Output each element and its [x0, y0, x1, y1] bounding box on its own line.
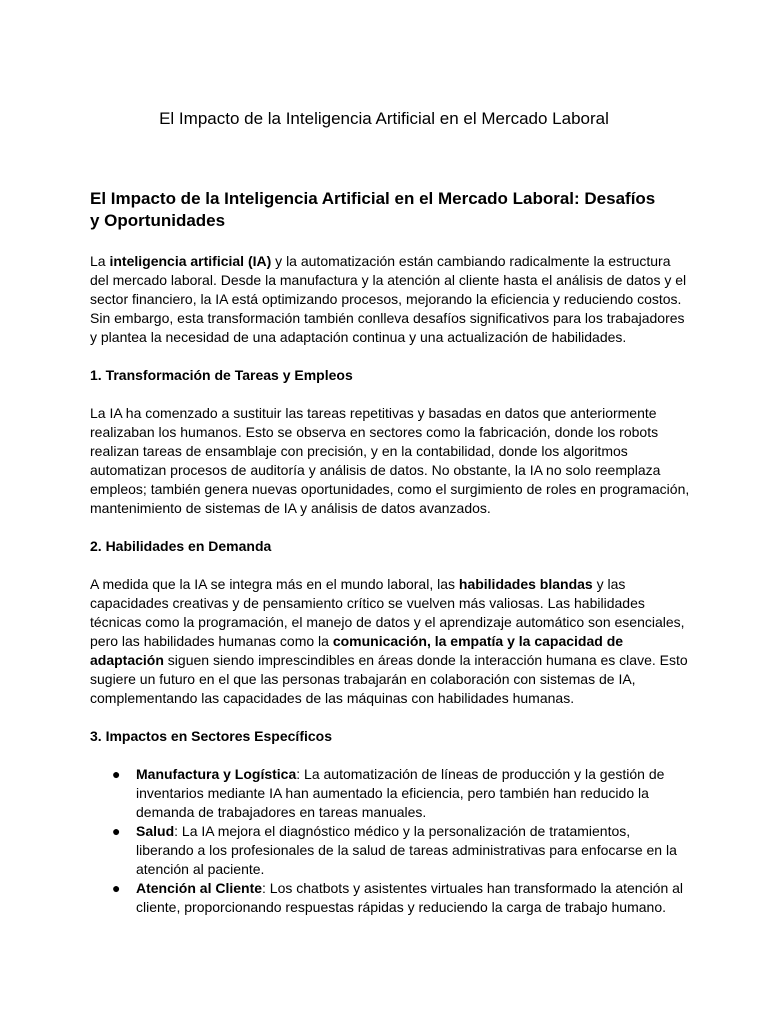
section2-bold-human-skills: comunicación, la empatía y la capacidad de adaptación — [90, 633, 624, 668]
list-item-term: Salud — [136, 823, 175, 839]
list-item-text: : La automatización de líneas de producción y la gestión de inventarios mediante IA han aumentado la eficiencia, pero también han reducido la demanda de trabajadores en tareas manuales. — [136, 766, 665, 820]
list-item — [90, 765, 690, 822]
list-item — [90, 879, 690, 917]
intro-text-1: La — [90, 253, 110, 269]
list-item-term: Atención al Cliente — [136, 880, 263, 896]
sector-list — [90, 765, 690, 917]
bullet-icon: ● — [112, 766, 121, 782]
section2-text-1: A medida que la IA se integra más en el mundo laboral, las — [90, 576, 459, 592]
section2-text-3: siguen siendo imprescindibles en áreas donde la interacción humana es clave. Esto sugiere un futuro en el que las personas trabajarán en colaboración con sistemas de IA, complementando las capacidades de las máquinas con habilidades humanas. — [90, 652, 688, 706]
section1-heading: 1. Transformación de Tareas y Empleos — [90, 367, 353, 383]
section2-heading: 2. Habilidades en Demanda — [90, 538, 272, 554]
intro-paragraph — [90, 252, 690, 347]
document-body — [90, 188, 690, 917]
document-title: El Impacto de la Inteligencia Artificial en el Mercado Laboral — [159, 109, 609, 128]
section3-heading: 3. Impactos en Sectores Específicos — [90, 728, 332, 744]
section2-text-2: y las capacidades creativas y de pensamiento crítico se vuelven más valiosas. Las habilidades técnicas como la programación, el manejo de datos y el aprendizaje automático son esenciales, pero las habilidades humanas como la — [90, 576, 685, 649]
bullet-icon: ● — [112, 880, 121, 896]
section1-paragraph: La IA ha comenzado a sustituir las tareas repetitivas y basadas en datos que anteriormente realizaban los humanos. Esto se observa en sectores como la fabricación, donde los robots realizan tareas de ensamblaje con precisión, y en la contabilidad, donde los algoritmos automatizan procesos de auditoría y análisis de datos. No obstante, la IA no solo reemplaza empleos; también genera nuevas oportunidades, como el surgimiento de roles en programación, mantenimiento de sistemas de IA y análisis de datos avanzados. — [90, 405, 690, 516]
list-item-text: : La IA mejora el diagnóstico médico y la personalización de tratamientos, liberando a los profesionales de la salud de tareas administrativas para enfocarse en la atención al paciente. — [136, 823, 677, 877]
section2-paragraph — [90, 575, 690, 708]
main-heading: El Impacto de la Inteligencia Artificial en el Mercado Laboral: Desafíos y Oportunidades — [90, 189, 656, 230]
bullet-icon: ● — [112, 823, 121, 839]
intro-bold-ia: inteligencia artificial (IA) — [109, 253, 272, 269]
list-item-term: Manufactura y Logística — [136, 766, 297, 782]
section2-bold-soft-skills: habilidades blandas — [458, 576, 593, 592]
intro-text-2: y la automatización están cambiando radicalmente la estructura del mercado laboral. Desde la manufactura y la atención al cliente hasta el análisis de datos y el sector financiero, la IA está optimizando procesos, mejorando la eficiencia y reduciendo costos. Sin embargo, esta transformación también conlleva desafíos significativos para los trabajadores y plantea la necesidad de una adaptación continua y una actualización de habilidades. — [90, 253, 687, 345]
list-item — [90, 822, 690, 879]
list-item-text: : Los chatbots y asistentes virtuales han transformado la atención al cliente, proporcionando respuestas rápidas y reduciendo la carga de trabajo humano. — [136, 880, 684, 915]
